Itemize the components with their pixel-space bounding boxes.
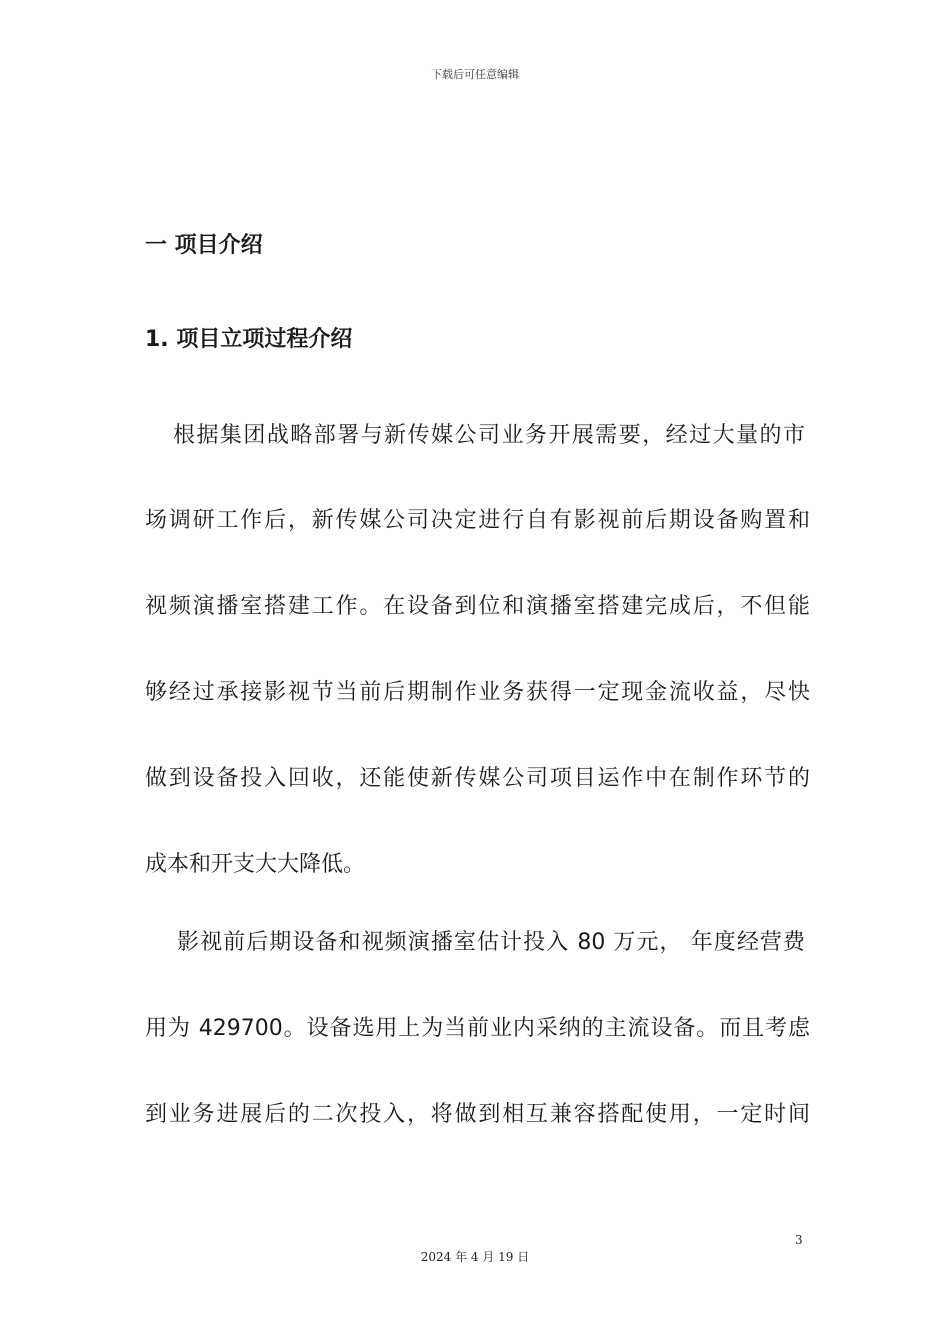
- footer-date: 2024 年 4 月 19 日: [420, 1250, 530, 1264]
- page-header: 下载后可任意编辑: [431, 68, 519, 81]
- paragraph-1-line-6: 成本和开支大大降低。: [145, 852, 366, 877]
- page-number: 3: [795, 1233, 803, 1247]
- paragraph-1-line-5: 做到设备投入回收，还能使新传媒公司项目运作中在制作环节的: [145, 766, 810, 791]
- paragraph-1-line-2: 场调研工作后，新传媒公司决定进行自有影视前后期设备购置和: [145, 508, 810, 533]
- paragraph-2-line-3: 到业务进展后的二次投入，将做到相互兼容搭配使用，一定时间: [145, 1102, 810, 1127]
- paragraph-2-line-2: 用为 429700。设备选用上为当前业内采纳的主流设备。而且考虑: [145, 1016, 810, 1041]
- subsection-heading: 1. 项目立项过程介绍: [145, 327, 353, 352]
- paragraph-1-line-4: 够经过承接影视节当前后期制作业务获得一定现金流收益，尽快: [145, 680, 810, 705]
- paragraph-2-line-1: 影视前后期设备和视频演播室估计投入 80 万元， 年度经营费: [177, 930, 805, 955]
- paragraph-1-line-3: 视频演播室搭建工作。在设备到位和演播室搭建完成后，不但能: [145, 594, 810, 619]
- section-heading: 一 项目介绍: [145, 233, 263, 258]
- paragraph-1-line-1: 根据集团战略部署与新传媒公司业务开展需要，经过大量的市: [173, 423, 805, 448]
